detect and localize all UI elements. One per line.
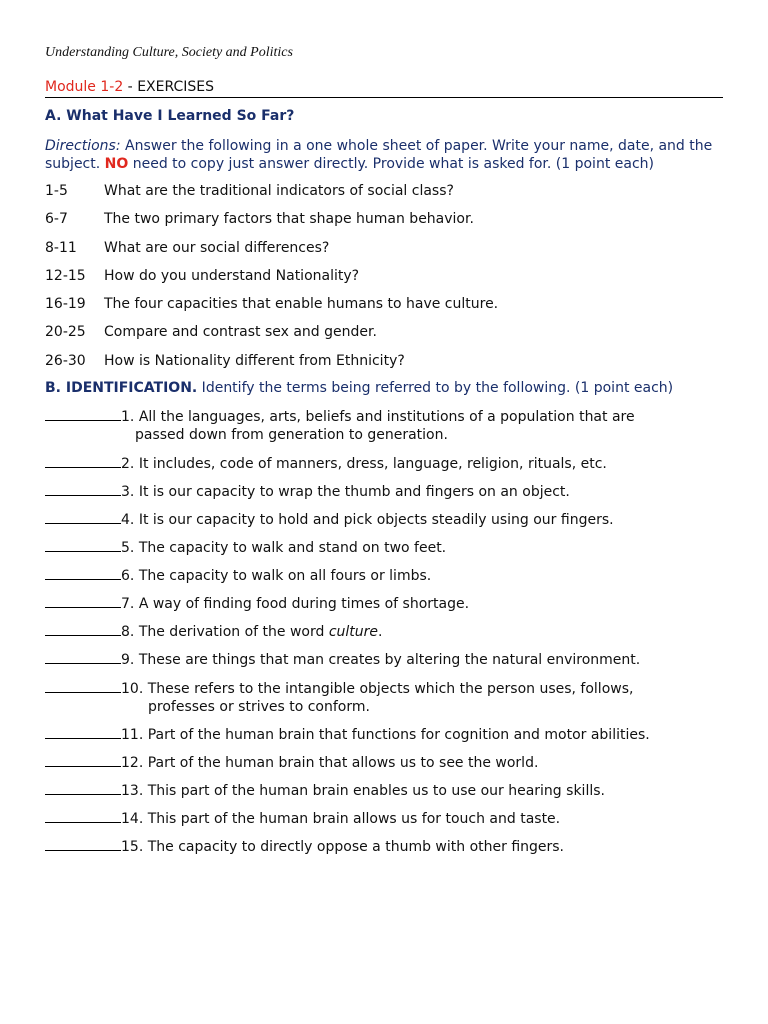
identification-item [45,754,538,772]
question-number: 20-25 [45,324,86,340]
question-number: 12-15 [45,268,86,284]
item-text: The derivation of the word [138,624,329,640]
answer-blank[interactable] [45,651,121,664]
answer-blank[interactable] [45,567,121,580]
item-number: 5. [121,540,135,556]
item-number: 10. [121,681,144,697]
answer-blank[interactable] [45,483,121,496]
item-text-continued: professes or strives to conform. [148,699,370,715]
answer-blank[interactable] [45,680,121,693]
identification-item [45,810,560,828]
directions-text-1: Answer the following in a one whole sheet of paper. Write your name, date, and the subject. [45,138,713,172]
item-number: 11. [121,727,144,743]
identification-item [45,680,633,716]
answer-blank[interactable] [45,511,121,524]
answer-blank[interactable] [45,726,121,739]
answer-blank[interactable] [45,623,121,636]
question-number: 16-19 [45,296,86,312]
module-separator: - [123,79,138,95]
identification-item [45,483,570,501]
identification-item [45,782,605,800]
answer-blank[interactable] [45,455,121,468]
item-text: These refers to the intangible objects which the person uses, follows, [147,681,634,697]
item-text: The capacity to directly oppose a thumb with other fingers. [147,839,565,855]
item-text: A way of finding food during times of shortage. [138,596,470,612]
answer-blank[interactable] [45,539,121,552]
question-number: 26-30 [45,353,86,369]
item-text: The capacity to walk and stand on two feet. [138,540,447,556]
answer-blank[interactable] [45,754,121,767]
identification-item [45,651,640,669]
answer-blank[interactable] [45,838,121,851]
identification-item [45,726,650,744]
course-title: Understanding Culture, Society and Politics [45,45,293,60]
answer-blank[interactable] [45,408,121,421]
item-text: All the languages, arts, beliefs and institutions of a population that are [138,409,635,425]
item-text: The capacity to walk on all fours or limbs. [138,568,432,584]
answer-blank[interactable] [45,782,121,795]
question-text: How do you understand Nationality? [104,268,360,284]
directions-label: Directions: [45,138,121,154]
item-number: 8. [121,624,135,640]
question-number: 1-5 [45,183,68,199]
item-text: It is our capacity to wrap the thumb and fingers on an object. [138,484,570,500]
section-a-heading: A. What Have I Learned So Far? [45,108,295,124]
item-number: 9. [121,652,135,668]
module-label: Module 1-2 [45,79,124,95]
question-text: What are our social differences? [104,240,330,256]
directions-text-2: need to copy just answer directly. Provide what is asked for. (1 point each) [128,156,654,172]
section-b-heading [45,380,673,396]
item-number: 6. [121,568,135,584]
identification-item [45,539,446,557]
item-number: 4. [121,512,135,528]
item-number: 1. [121,409,135,425]
question-text: The two primary factors that shape human behavior. [104,211,474,227]
identification-item [45,567,431,585]
question-text: Compare and contrast sex and gender. [104,324,377,340]
identification-item [45,408,635,444]
question-text: How is Nationality different from Ethnicity? [104,353,405,369]
item-number: 13. [121,783,144,799]
item-number: 12. [121,755,144,771]
identification-item [45,455,607,473]
section-b-title: B. IDENTIFICATION. [45,380,198,396]
identification-item [45,623,382,641]
identification-item [45,595,469,613]
item-text-after: . [378,624,383,640]
module-header [45,79,723,98]
identification-item [45,838,564,856]
item-text-continued: passed down from generation to generation. [135,427,448,443]
item-number: 7. [121,596,135,612]
item-text: It includes, code of manners, dress, language, religion, rituals, etc. [138,456,607,472]
question-text: What are the traditional indicators of social class? [104,183,454,199]
directions-no: NO [104,156,129,172]
module-title: EXERCISES [137,79,215,95]
item-text: This part of the human brain enables us to use our hearing skills. [147,783,605,799]
item-number: 3. [121,484,135,500]
question-number: 8-11 [45,240,77,256]
item-text: This part of the human brain allows us for touch and taste. [147,811,561,827]
identification-item [45,511,614,529]
item-text: Part of the human brain that allows us to see the world. [147,755,539,771]
item-text: Part of the human brain that functions for cognition and motor abilities. [147,727,650,743]
item-number: 14. [121,811,144,827]
item-italic-word: culture [328,624,379,640]
item-text: It is our capacity to hold and pick objects steadily using our fingers. [138,512,614,528]
question-number: 6-7 [45,211,68,227]
item-number: 2. [121,456,135,472]
answer-blank[interactable] [45,810,121,823]
directions [45,137,723,173]
answer-blank[interactable] [45,595,121,608]
question-text: The four capacities that enable humans to have culture. [104,296,499,312]
section-b-instructions: Identify the terms being referred to by the following. (1 point each) [197,380,674,396]
item-text: These are things that man creates by altering the natural environment. [138,652,641,668]
item-number: 15. [121,839,144,855]
